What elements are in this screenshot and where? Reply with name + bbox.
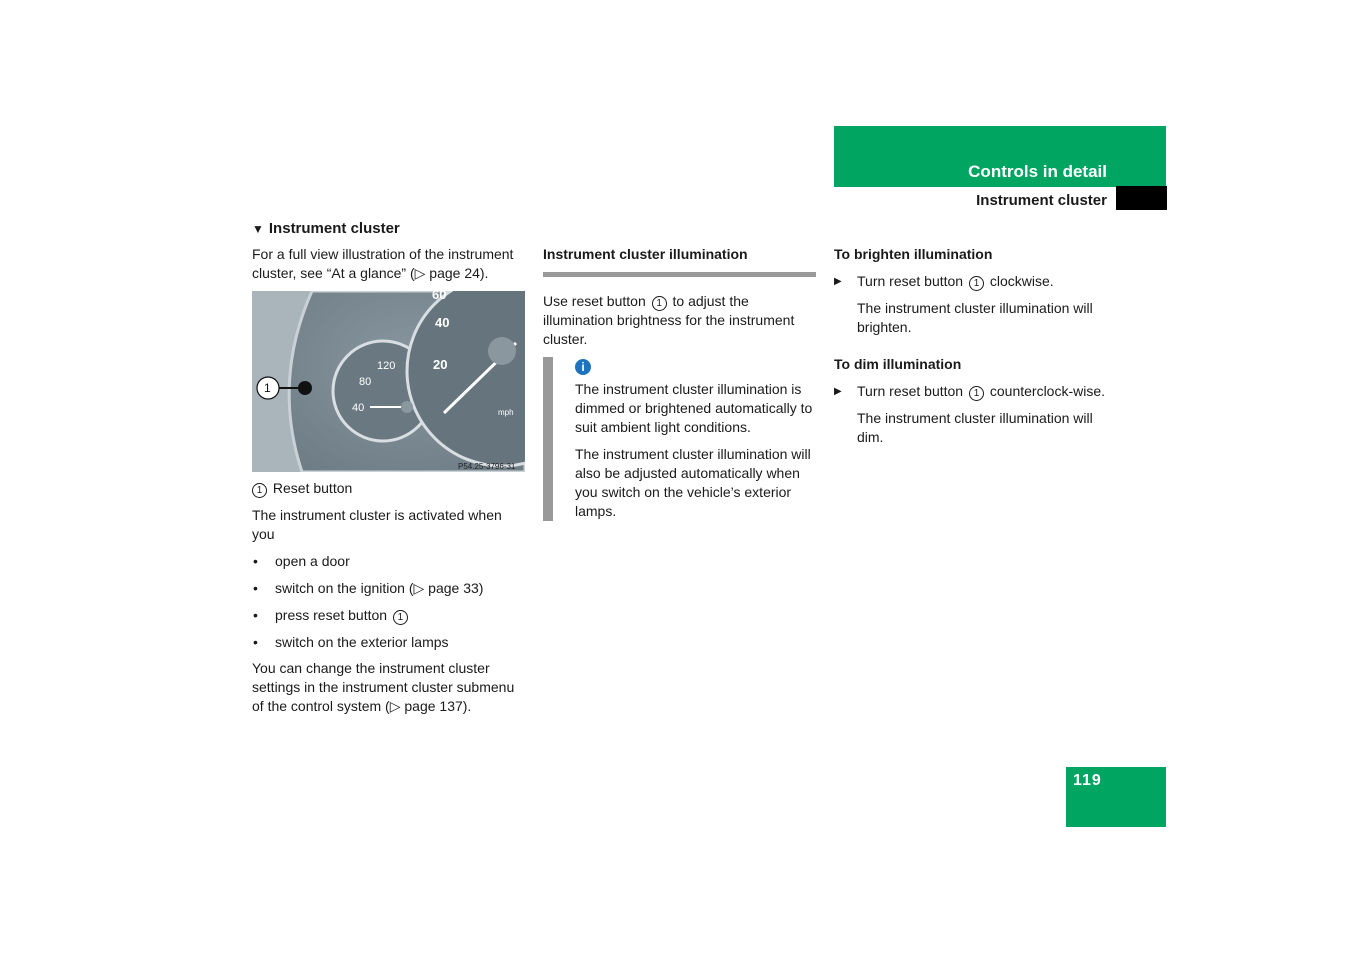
step-text-start: Turn reset button xyxy=(857,383,964,399)
legend-text: Reset button xyxy=(272,480,353,496)
page-number: 119 xyxy=(1073,772,1102,789)
dial-large-label-2: 40 xyxy=(435,315,450,330)
column-2 xyxy=(543,245,816,521)
column-3 xyxy=(834,245,1107,455)
chapter-title: Controls in detail xyxy=(968,162,1107,181)
section-title xyxy=(252,219,400,239)
chapter-header xyxy=(834,126,1166,187)
dial-small-hub xyxy=(401,401,413,413)
dial-large-label-1: 60 xyxy=(432,291,447,302)
info-box xyxy=(543,357,816,521)
dial-small-label-2: 80 xyxy=(359,376,372,388)
dial-large-label-3: 20 xyxy=(433,357,448,372)
brighten-step xyxy=(834,272,1107,291)
info-paragraph-1: The instrument cluster illumination is dimmed or brightened automatically to suit ambient light conditions. xyxy=(575,381,813,435)
body-text-end: to adjust the illumination brightness for the instrument cluster. xyxy=(543,293,795,347)
callout-number: 1 xyxy=(264,381,271,395)
instrument-cluster-image xyxy=(252,291,525,472)
column-1-lower xyxy=(252,479,525,724)
dial-small-label-1: 120 xyxy=(377,360,396,372)
dial-unit: mph xyxy=(498,408,514,417)
closing-text: You can change the instrument cluster settings in the instrument cluster submenu of the control system (▷ page 137). xyxy=(252,660,515,714)
page-number-box xyxy=(1066,767,1166,827)
info-paragraph-2: The instrument cluster illumination will also be adjusted automatically when you switch on the vehicle’s exterior lamps. xyxy=(575,446,811,519)
chapter-tab-marker xyxy=(1116,186,1167,210)
dim-heading: To dim illumination xyxy=(834,356,962,372)
list-item: • switch on the exterior lamps xyxy=(252,633,525,652)
dial-large-hub xyxy=(488,337,516,365)
legend-number: 1 xyxy=(252,483,267,498)
triangle-right-icon: ▶ xyxy=(834,276,842,287)
dim-step xyxy=(834,382,1107,401)
illumination-heading: Instrument cluster illumination xyxy=(543,246,748,262)
brighten-result: The instrument cluster illumination will brighten. xyxy=(857,300,1093,335)
step-text-start: Turn reset button xyxy=(857,273,964,289)
reference-number: 1 xyxy=(969,276,984,291)
triangle-down-icon: ▼ xyxy=(252,222,264,236)
reference-number: 1 xyxy=(393,610,408,625)
dim-result: The instrument cluster illumination will dim. xyxy=(857,410,1093,445)
reference-number: 1 xyxy=(652,296,667,311)
illumination-body xyxy=(543,292,816,349)
list-item: • switch on the ignition (▷ page 33) xyxy=(252,579,525,598)
list-item-text: press reset button xyxy=(275,607,388,623)
dial-small-label-3: 40 xyxy=(352,402,365,414)
info-icon: i xyxy=(575,359,591,375)
legend-item xyxy=(252,479,525,498)
step-text-end: clockwise. xyxy=(989,273,1054,289)
triangle-right-icon: ▶ xyxy=(834,386,842,397)
brighten-heading: To brighten illumination xyxy=(834,246,993,262)
heading-rule xyxy=(543,272,816,277)
figure-code: P54.25-3796-31 xyxy=(458,462,516,471)
step-text-end: counterclock-wise. xyxy=(989,383,1106,399)
section-header: Instrument cluster xyxy=(976,192,1107,209)
list-item xyxy=(252,606,525,625)
instrument-cluster-illustration xyxy=(252,291,525,472)
activated-text: The instrument cluster is activated when you xyxy=(252,507,502,542)
reset-button-knob xyxy=(298,381,312,395)
reference-number: 1 xyxy=(969,386,984,401)
column-1 xyxy=(252,245,525,291)
activation-list xyxy=(252,552,525,652)
section-title-text: Instrument cluster xyxy=(268,220,400,237)
body-text-start: Use reset button xyxy=(543,293,646,309)
intro-text: For a full view illustration of the instrument cluster, see “At a glance” (▷ page 24). xyxy=(252,246,514,281)
list-item: • open a door xyxy=(252,552,525,571)
